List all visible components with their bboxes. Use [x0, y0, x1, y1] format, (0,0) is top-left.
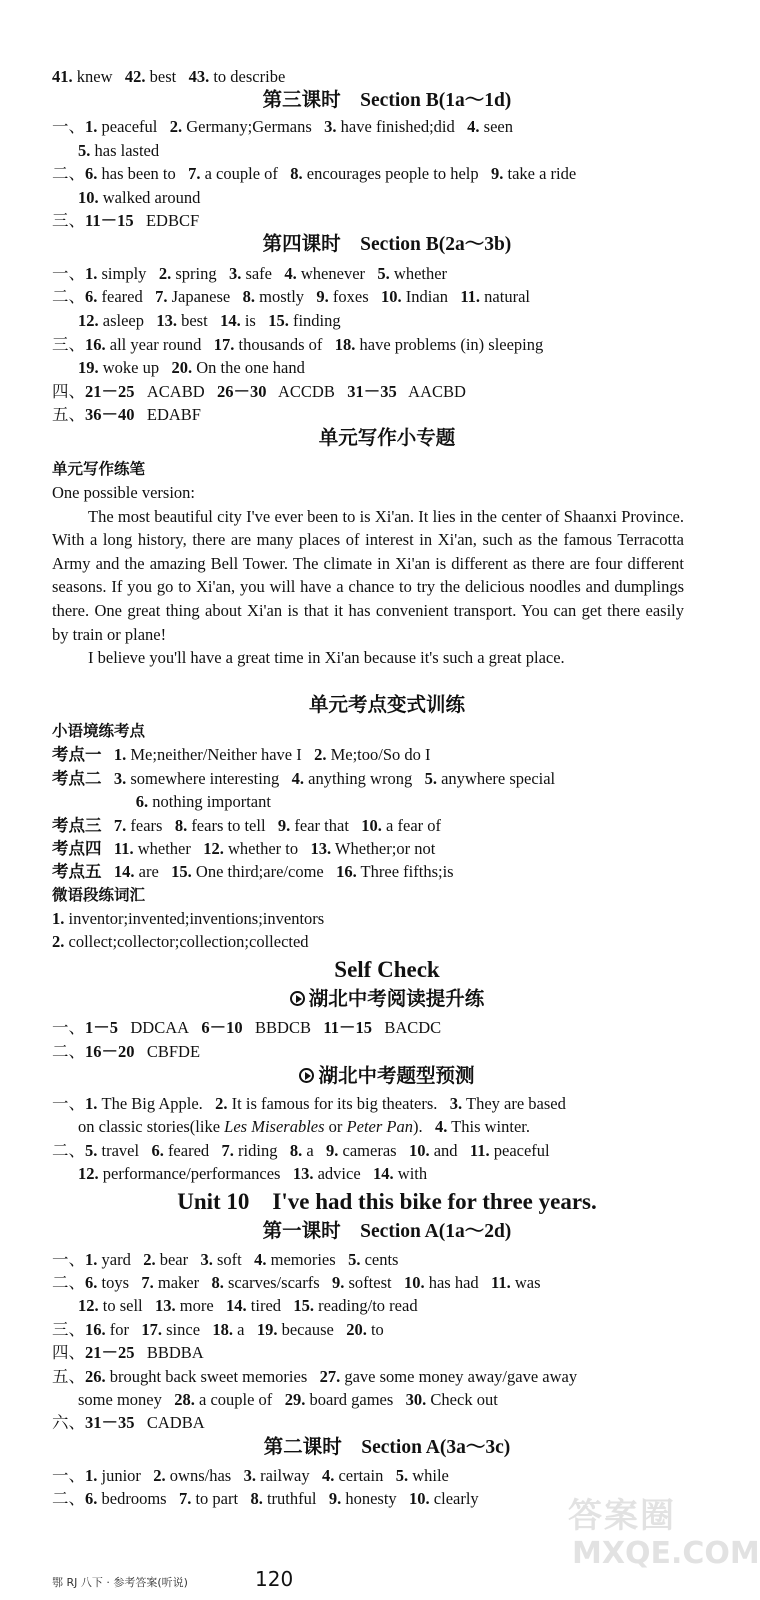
writing-label: 单元写作练笔 [52, 460, 146, 478]
answer-line: 三、11－15 EDBCF [52, 211, 200, 230]
answer-line: 1. inventor;invented;inventions;inventors [52, 909, 325, 928]
answer-line: 10. walked around [78, 188, 201, 207]
answer-line: 5. has lasted [78, 141, 160, 160]
answer-line: 二、6. toys 7. maker 8. scarves/scarfs 9. softest 10. has had 11. was [52, 1273, 541, 1292]
section-heading: 第一课时 Section A(1a～2d) [262, 1221, 512, 1242]
answer-line: 考点二 3. somewhere interesting 4. anything wrong 5. anywhere special [52, 769, 556, 788]
answer-line: 一、1. peaceful 2. Germany;Germans 3. have finished;did 4. seen [52, 117, 513, 136]
section-heading: 第四课时 Section B(2a～3b) [262, 234, 512, 255]
answer-line: 二、6. has been to 7. a couple of 8. encourages people to help 9. take a ride [52, 164, 577, 183]
answer-line: 三、16. for 17. since 18. a 19. because 20. to [52, 1320, 384, 1339]
answer-line: 12. performance/performances 13. advice 14. with [78, 1164, 428, 1183]
answer-line: 二、6. feared 7. Japanese 8. mostly 9. foxes 10. Indian 11. natural [52, 287, 530, 306]
watermark-url: MXQE.COM [572, 1536, 760, 1571]
section-heading: 单元考点变式训练 [308, 695, 465, 716]
answer-line: 一、1－5 DDCAA 6－10 BBDCB 11－15 BACDC [52, 1018, 442, 1037]
answer-line: 四、21－25 BBDBA [52, 1343, 204, 1362]
page-number: 120 [255, 1567, 294, 1591]
answer-line: 三、16. all year round 17. thousands of 18. have problems (in) sleeping [52, 335, 544, 354]
answer-line: 一、1. junior 2. owns/has 3. railway 4. certain 5. while [52, 1466, 449, 1485]
answer-line: 考点四 11. whether 12. whether to 13. Whether;or not [52, 839, 436, 858]
answer-line: 19. woke up 20. On the one hand [78, 358, 305, 377]
writing-intro: One possible version: [52, 483, 195, 502]
section-heading: 单元写作小专题 [318, 428, 456, 449]
answer-line: 五、26. brought back sweet memories 27. gave some money away/gave away [52, 1367, 578, 1386]
subsection-label: 微语段练词汇 [52, 886, 146, 904]
section-heading: 湖北中考题型预测 [52, 1065, 722, 1090]
answer-line: 一、1. yard 2. bear 3. soft 4. memories 5. cents [52, 1250, 399, 1269]
answer-line: 四、21－25 ACABD 26－30 ACCDB 31－35 AACBD [52, 382, 466, 401]
answer-line: 41. knew 42. best 43. to describe [52, 67, 286, 86]
footer-label: 鄂 RJ 八下 · 参考答案(听说) [52, 1576, 188, 1589]
answer-line: 五、36－40 EDABF [52, 405, 201, 424]
answer-line: 二、5. travel 6. feared 7. riding 8. a 9. cameras 10. and 11. peaceful [52, 1141, 550, 1160]
answer-line: 12. asleep 13. best 14. is 15. finding [78, 311, 341, 330]
writing-paragraph-1: The most beautiful city I've ever been to is Xi'an. It lies in the center of Shaanxi Province. With a long history, there are many places of interest in Xi'an, such as the famous Terracotta Army and the amazing Bell Tower. The climate in Xi'an is different as there are four different seasons. If you go to Xi'an, you will have a chance to try the delicious noodles and dumplings there. One great thing about Xi'an is that it has convenient transport. You can get there easily by train or plane! [52, 506, 684, 644]
answer-line: 一、1. The Big Apple. 2. It is famous for its big theaters. 3. They are based [52, 1094, 566, 1113]
section-heading: Unit 10 I've had this bike for three years. [177, 1189, 597, 1214]
section-heading: 湖北中考阅读提升练 [52, 988, 722, 1013]
section-heading: 第二课时 Section A(3a～3c) [263, 1437, 511, 1458]
subsection-label: 小语境练考点 [52, 722, 146, 740]
section-heading: 第三课时 Section B(1a～1d) [262, 90, 512, 111]
answer-line: 考点五 14. are 15. One third;are/come 16. Three fifths;is [52, 862, 454, 881]
writing-sample [52, 481, 684, 670]
answer-line: 考点一 1. Me;neither/Neither have I 2. Me;too/So do I [52, 745, 431, 764]
watermark-logo [568, 1488, 760, 1588]
section-heading: Self Check [334, 957, 440, 982]
answer-line: some money 28. a couple of 29. board games 30. Check out [78, 1390, 498, 1409]
answer-line: 2. collect;collector;collection;collected [52, 932, 309, 951]
answer-line: 考点三 7. fears 8. fears to tell 9. fear that 10. a fear of [52, 816, 442, 835]
answer-line: 一、1. simply 2. spring 3. safe 4. whenever 5. whether [52, 264, 448, 283]
answer-line: 二、16－20 CBFDE [52, 1042, 201, 1061]
answer-line: on classic stories(like Les Miserables or Peter Pan). 4. This winter. [78, 1117, 531, 1136]
answer-line: 二、6. bedrooms 7. to part 8. truthful 9. honesty 10. clearly [52, 1489, 479, 1508]
answer-line: 12. to sell 13. more 14. tired 15. reading/to read [78, 1296, 418, 1315]
answer-line: 6. nothing important [135, 792, 271, 811]
writing-paragraph-2: I believe you'll have a great time in Xi'an because it's such a great place. [88, 648, 565, 668]
watermark-text: 答案圈 [568, 1496, 676, 1536]
answer-line: 六、31－35 CADBA [52, 1413, 205, 1432]
